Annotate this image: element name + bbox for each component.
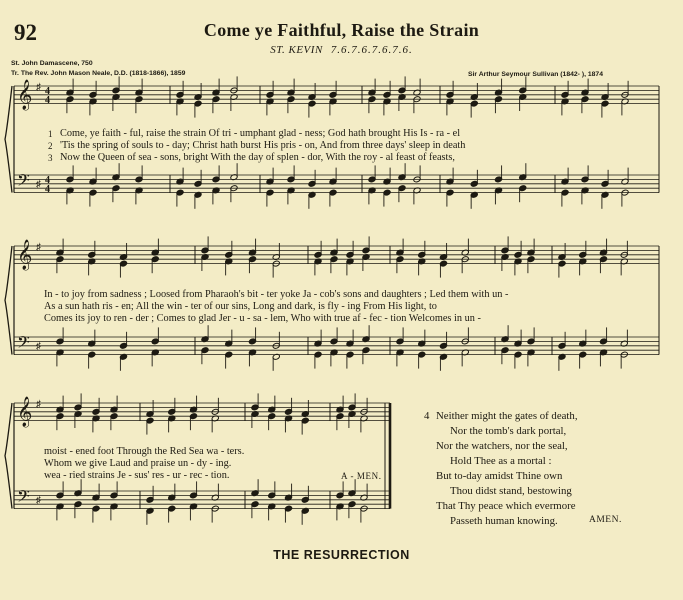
stanza-line: Nor the tomb's dark portal,: [450, 425, 567, 437]
stanza-line: That Thy peace which evermore: [436, 500, 576, 512]
bass-clef-icon: 𝄢: [17, 170, 30, 194]
hymn-number: 92: [14, 20, 37, 45]
tune-meter: 7.6.7.6.7.6.7.6.: [330, 44, 413, 56]
tune-name: ST. KEVIN: [270, 44, 323, 56]
verse-number: 1: [48, 129, 53, 139]
system-brace: [5, 246, 12, 355]
sharp-icon: ♯: [36, 399, 41, 410]
stanza-line: Hold Thee as a mortal :: [450, 455, 552, 467]
sharp-icon: ♯: [36, 341, 41, 352]
system-brace: [5, 86, 12, 193]
sharp-icon: ♯: [36, 179, 41, 190]
stanza-number: 4: [424, 410, 430, 422]
time-signature: 4: [45, 95, 50, 106]
amen-text: A - MEN.: [341, 471, 382, 481]
treble-clef-icon: 𝄞: [17, 240, 33, 270]
stanza-line: Nor the watchers, nor the seal,: [436, 440, 568, 452]
lyric-line: In - to joy from sadness ; Loosed from Pharaoh's bit - ter yoke Ja - cob's sons and daughters ; Led them with un -: [44, 289, 509, 300]
sharp-icon: ♯: [36, 82, 41, 93]
hymn-title: Come ye Faithful, Raise the Strain: [203, 20, 480, 40]
section-heading: THE RESURRECTION: [273, 548, 410, 562]
translator-credit: Tr. The Rev. John Mason Neale, D.D. (1818-1866), 1859: [11, 70, 186, 77]
stanza-line: Neither might the gates of death,: [436, 410, 578, 422]
composer-credit: Sir Arthur Seymour Sullivan (1842- ), 1874: [468, 71, 603, 78]
time-signature: 4: [45, 86, 50, 97]
treble-clef-icon: 𝄞: [17, 397, 33, 427]
sharp-icon: ♯: [36, 495, 41, 506]
lyric-line: 'Tis the spring of souls to - day; Christ hath burst His pris - on, And from three days' sleep in death: [60, 140, 466, 151]
time-signature: 4: [45, 175, 50, 186]
sharp-icon: ♯: [36, 242, 41, 253]
stanza-line: Thou didst stand, bestowing: [450, 485, 572, 497]
bass-clef-icon: 𝄢: [17, 332, 30, 356]
stanza-line: But to-day amidst Thine own: [436, 470, 563, 482]
lyric-line: Whom we give Laud and praise un - dy - ing.: [44, 458, 232, 469]
author-credit: St. John Damascene, 750: [11, 60, 93, 67]
lyric-line: Comes its joy to ren - der ; Comes to glad Jer - u - sa - lem, Who with true af - fec - tion Welcomes in un -: [44, 313, 481, 324]
lyric-line: wea - ried strains Je - sus' res - ur - rec - tion.: [44, 470, 230, 481]
system-brace: [5, 403, 12, 509]
time-signature: 4: [45, 184, 50, 195]
treble-clef-icon: 𝄞: [17, 80, 33, 110]
lyric-line: As a sun hath ris - en; All the win - ter of our sins, Long and dark, is fly - ing From His light, to: [44, 301, 437, 312]
verse-number: 2: [48, 141, 53, 151]
bass-clef-icon: 𝄢: [17, 486, 30, 510]
lyric-line: Come, ye faith - ful, raise the strain Of tri - umphant glad - ness; God hath brought His Is - ra - el: [60, 128, 461, 139]
stanza-amen: AMEN.: [589, 515, 622, 525]
verse-number: 3: [48, 153, 53, 163]
lyric-line: moist - ened foot Through the Red Sea wa - ters.: [44, 446, 245, 457]
stanza-line: Passeth human knowing.: [450, 515, 558, 527]
lyric-line: Now the Queen of sea - sons, bright With the day of splen - dor, With the roy - al feast of feasts,: [60, 152, 455, 163]
